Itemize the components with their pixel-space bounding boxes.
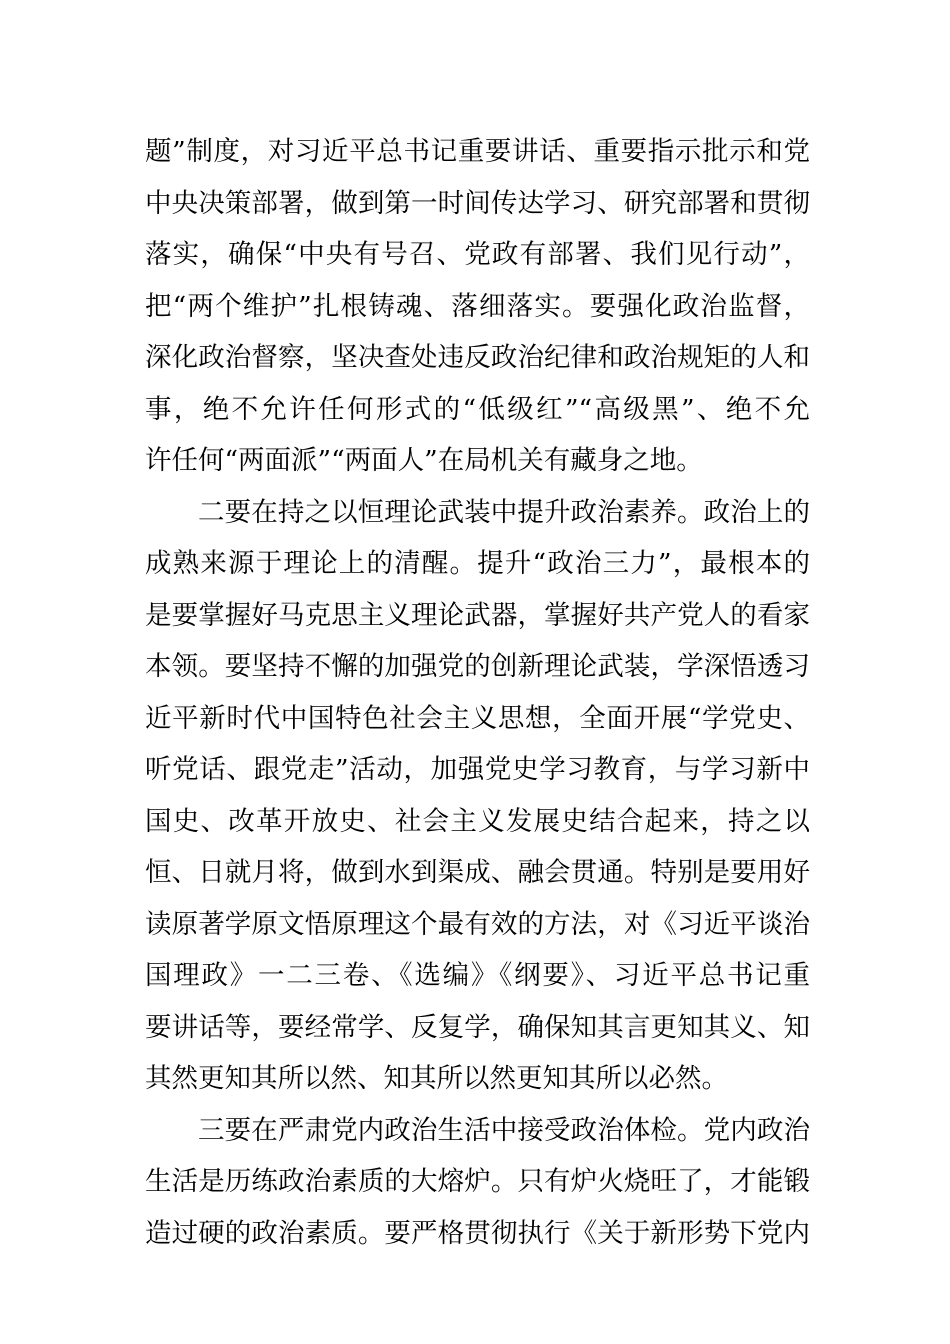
text-line: 许任何“两面派”“两面人”在局机关有藏身之地。 <box>145 445 703 476</box>
text-line: 是要掌握好马克思主义理论武器，掌握好共产党人的看家 <box>145 599 810 631</box>
paragraph-start-line: 三要在严肃党内政治生活中接受政治体检。党内政治 <box>198 1114 810 1146</box>
paragraph-start-line: 二要在持之以恒理论武装中提升政治素养。政治上的 <box>198 496 810 528</box>
text-line: 国史、改革开放史、社会主义发展史结合起来，持之以 <box>145 805 810 837</box>
text-line: 本领。要坚持不懈的加强党的创新理论武装，学深悟透习 <box>145 651 810 682</box>
body-text <box>145 126 810 1259</box>
text-line: 国理政》一二三卷、《选编》《纲要》、习近平总书记重 <box>145 960 810 991</box>
text-line: 把“两个维护”扎根铸魂、落细落实。要强化政治监督， <box>145 290 810 322</box>
text-line: 要讲话等，要经常学、反复学，确保知其言更知其义、知 <box>145 1011 810 1043</box>
text-line: 生活是历练政治素质的大熔炉。只有炉火烧旺了，才能锻 <box>145 1166 810 1197</box>
text-line: 落实，确保“中央有号召、党政有部署、我们见行动”， <box>145 239 810 270</box>
text-line: 深化政治督察，坚决查处违反政治纪律和政治规矩的人和 <box>145 342 810 373</box>
text-line: 其然更知其所以然、知其所以然更知其所以必然。 <box>145 1063 728 1094</box>
text-line: 近平新时代中国特色社会主义思想，全面开展“学党史、 <box>145 702 810 734</box>
text-line: 中央决策部署，做到第一时间传达学习、研究部署和贯彻 <box>145 187 810 219</box>
text-line: 事，绝不允许任何形式的“低级红”“高级黑”、绝不允 <box>145 393 810 425</box>
text-line: 成熟来源于理论上的清醒。提升“政治三力”，最根本的 <box>145 548 810 579</box>
text-line: 恒、日就月将，做到水到渠成、融会贯通。特别是要用好 <box>145 857 810 888</box>
text-line: 读原著学原文悟原理这个最有效的方法，对《习近平谈治 <box>145 908 810 940</box>
text-line: 题”制度，对习近平总书记重要讲话、重要指示批示和党 <box>145 136 810 167</box>
text-line: 听党话、跟党走”活动，加强党史学习教育，与学习新中 <box>145 754 810 785</box>
text-line: 造过硬的政治素质。要严格贯彻执行《关于新形势下党内 <box>145 1217 810 1249</box>
